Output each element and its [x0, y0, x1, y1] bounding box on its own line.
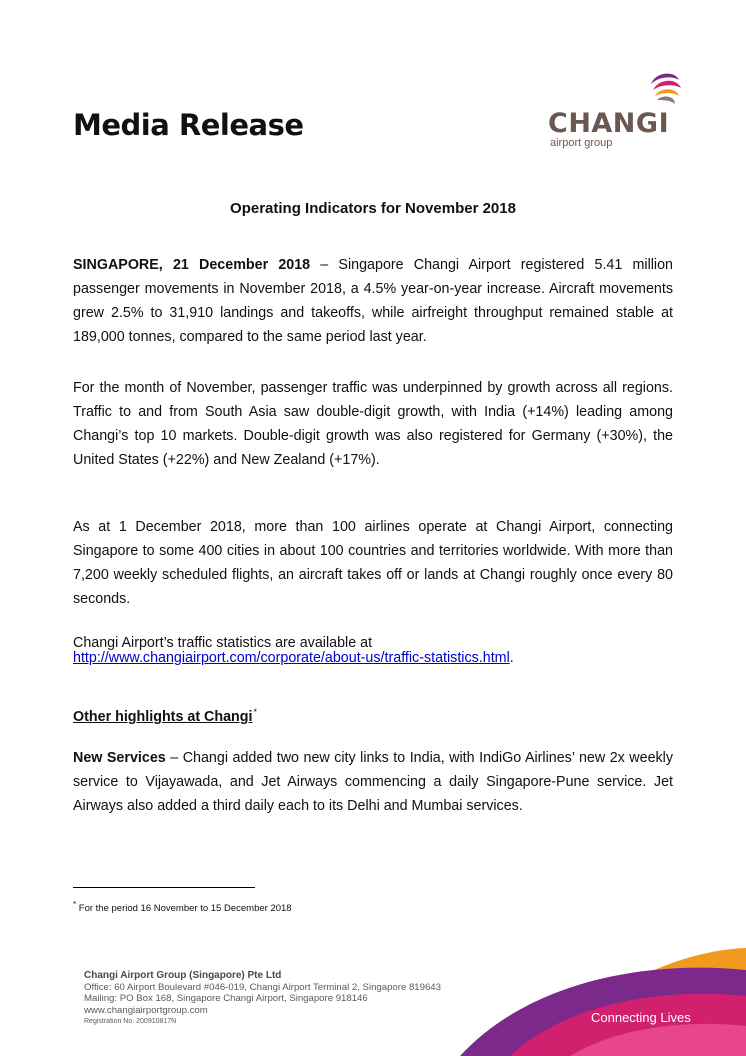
logo-subtitle: airport group	[550, 137, 613, 149]
footer-registration: Registration No. 200910817N	[84, 1018, 177, 1026]
statistics-intro: Changi Airport’s traffic statistics are available at	[73, 635, 373, 651]
paragraph-summary-body: – Singapore Changi Airport registered 5.41 million passenger movements in November 2018, a 4.5% year-on-year increase. Aircraft movements grew 2.5% to 31,910 landings and takeoffs, while airfreight throughput remained stable at 189,000 tonnes, compared to the same period last year.	[73, 257, 674, 345]
release-headline: Operating Indicators for November 2018	[230, 200, 516, 217]
footer-mailing: Mailing: PO Box 168, Singapore Changi Airport, Singapore 918146	[84, 993, 368, 1005]
footer-address	[84, 970, 441, 1028]
footer-swoosh-graphic	[420, 940, 746, 1056]
footer-website: www.changiairportgroup.com	[84, 1004, 208, 1016]
paragraph-new-services	[73, 746, 673, 818]
footer-company: Changi Airport Group (Singapore) Pte Ltd	[84, 970, 282, 981]
paragraph-network: As at 1 December 2018, more than 100 airlines operate at Changi Airport, connecting Singapore to some 400 cities in about 100 countries and territories worldwide. With more than 7,200 weekly scheduled flights, an aircraft takes off or lands at Changi roughly once every 80 seconds.	[73, 519, 673, 607]
paragraph-statistics-link	[73, 636, 673, 666]
dateline: SINGAPORE, 21 December 2018	[73, 257, 311, 273]
paragraph-summary	[73, 253, 673, 349]
highlights-heading	[73, 707, 257, 725]
statistics-period: .	[509, 650, 514, 666]
changi-swirl-icon	[643, 70, 685, 110]
footer-office: Office: 60 Airport Boulevard #046-019, Changi Airport Terminal 2, Singapore 819643	[84, 981, 441, 993]
traffic-statistics-link[interactable]: http://www.changiairport.com/corporate/about-us/traffic-statistics.html	[73, 650, 510, 666]
new-services-body: – Changi added two new city links to India, with IndiGo Airlines’ new 2x weekly service to Vijayawada, and Jet Airways commencing a daily Singapore-Pune service. Jet Airways also added a third daily each to its Delhi and Mumbai services.	[73, 750, 673, 814]
paragraph-regional-growth: For the month of November, passenger traffic was underpinned by growth across all regions. Traffic to and from South Asia saw double-digit growth, with India (+14%) leading among Changi’s top 10 markets. Double-digit growth was also registered for Germany (+30%), the United States (+22%) and New Zealand (+17%).	[73, 380, 673, 468]
footer-tagline: Connecting Lives	[591, 1010, 691, 1025]
new-services-lead: New Services	[73, 750, 166, 766]
footnote-text: For the period 16 November to 15 December 2018	[76, 903, 292, 915]
footnote-mark: *	[73, 900, 77, 909]
changi-logo	[548, 70, 688, 150]
footnote-marker: *	[253, 707, 258, 717]
footnote-divider	[73, 887, 255, 888]
footnote	[73, 900, 292, 914]
logo-wordmark: CHANGI	[548, 108, 670, 139]
highlights-heading-text: Other highlights at Changi	[73, 708, 253, 725]
page-title: Media Release	[73, 108, 304, 142]
